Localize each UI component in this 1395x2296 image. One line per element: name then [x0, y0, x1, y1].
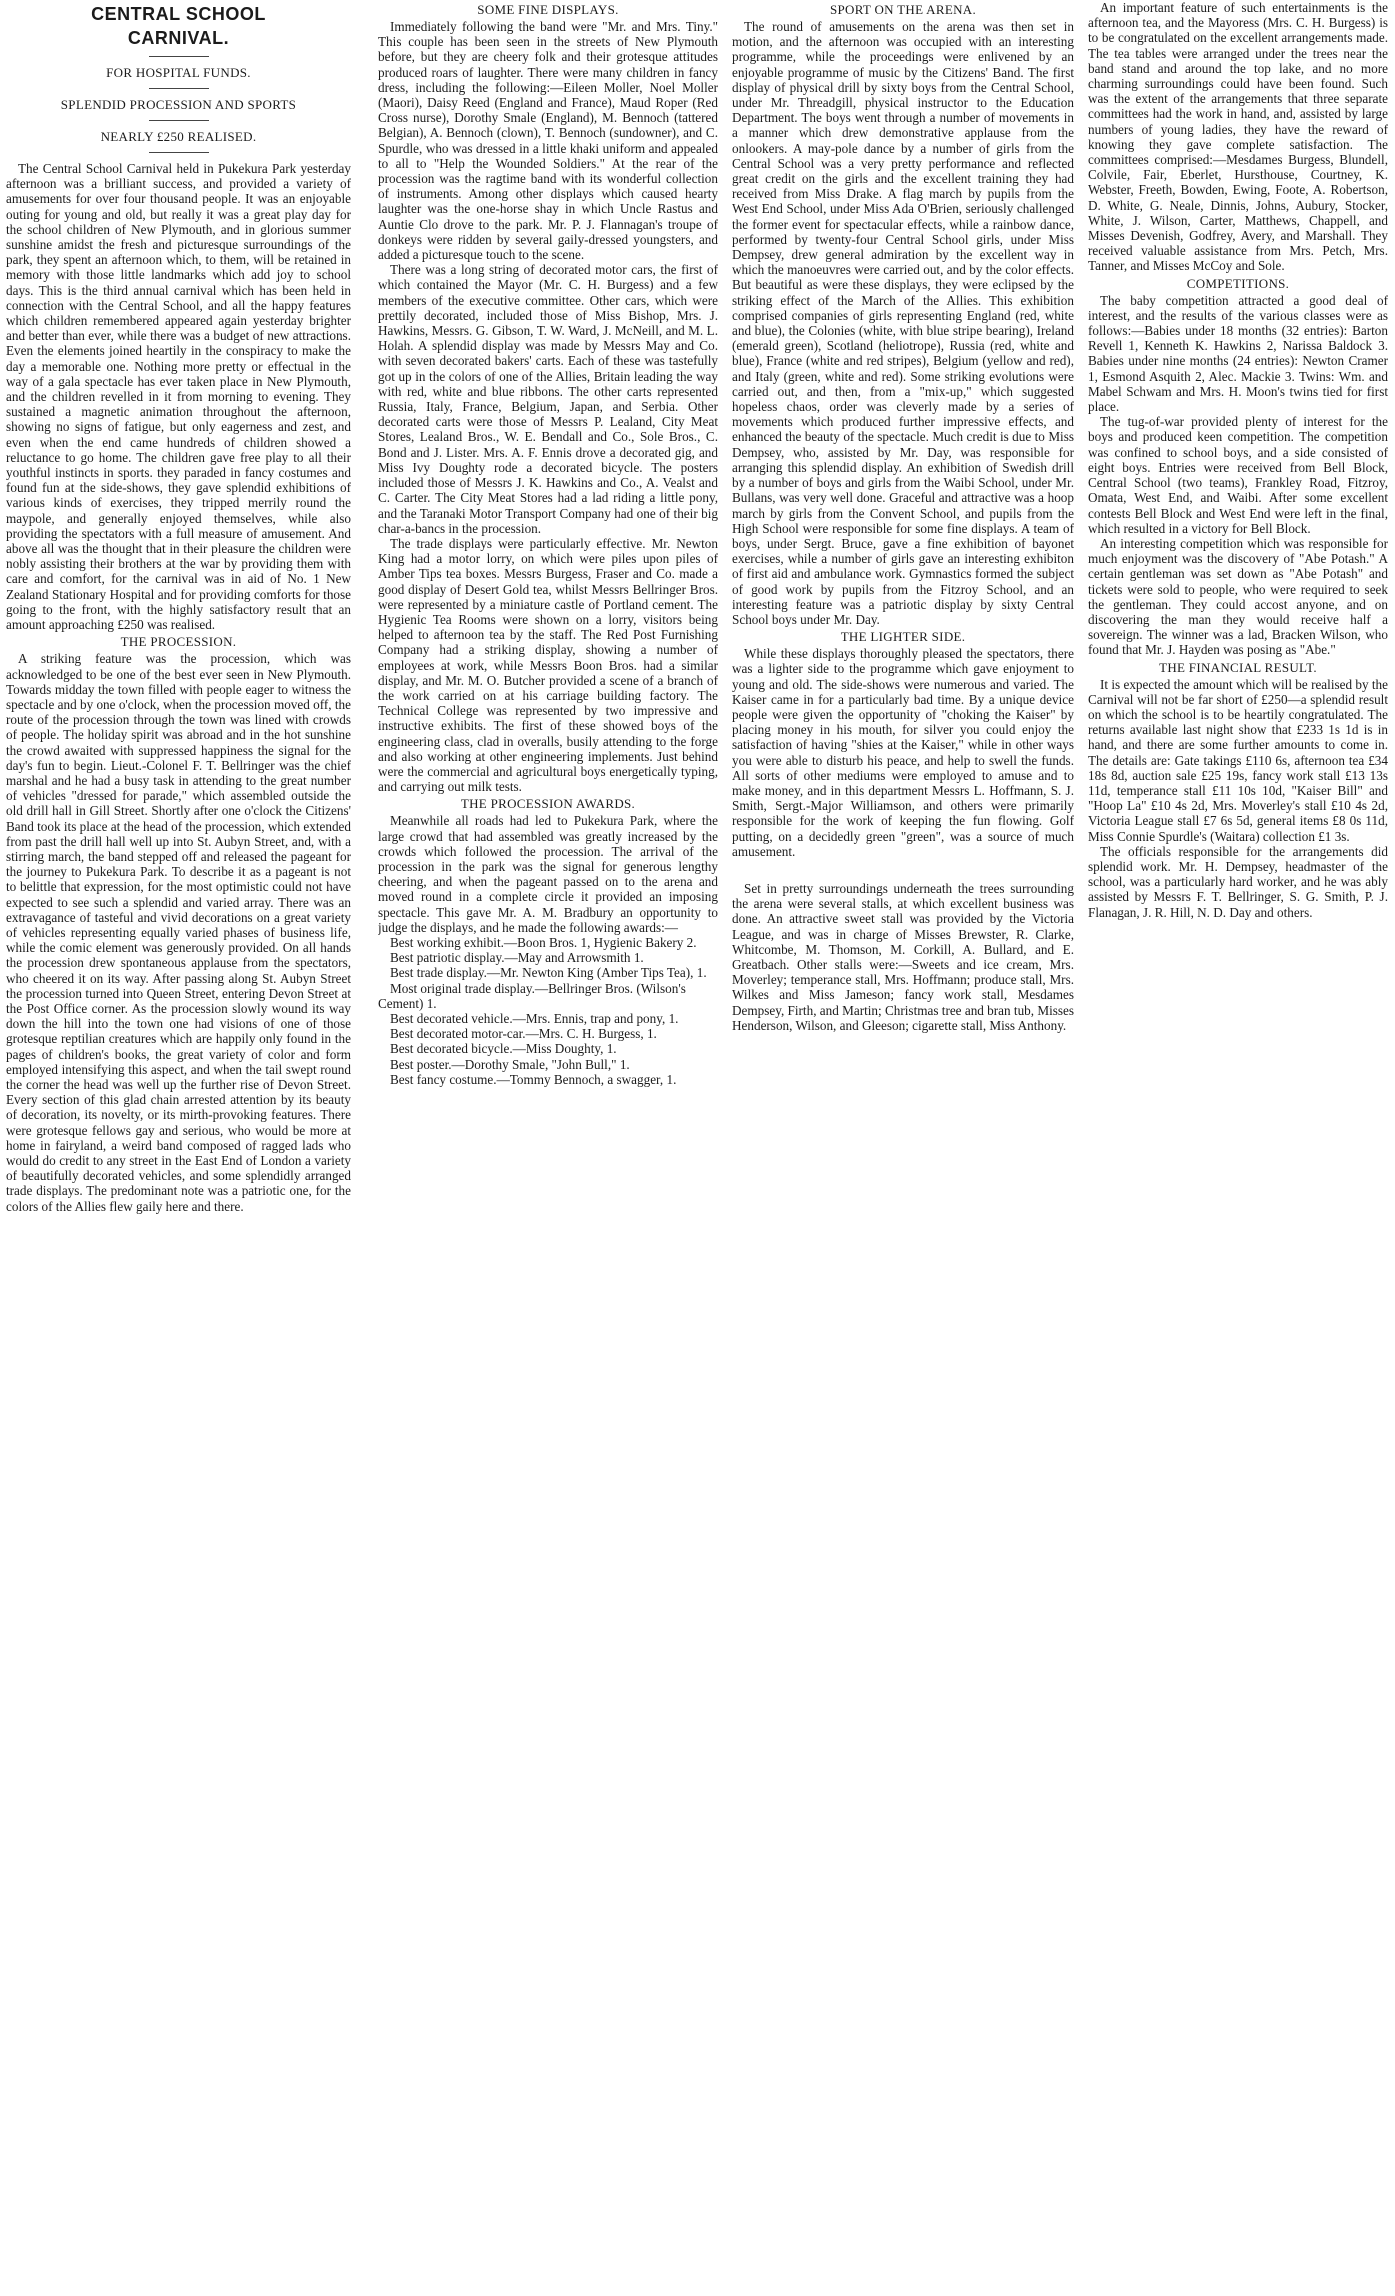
article-paragraph: Set in pretty surroundings underneath the trees surrounding the arena were several stalls, at which excellent business was done. An attractive sweet stall was provided by the Victoria League, and was in charge of Misses Brewster, R. Clarke, Whitcombe, M. Thomson, M. Corkill, A. Bullard, and E. Greatbach. Other stalls were:—Sweets and ice cream, Mrs. Moverley; temperance stall, Mrs. Hoffmann; produce stall, Mrs. Wilkes and Miss Jameson; fancy work stall, Mesdames Dempsey, Firth, and Martin; Christmas tree and bran tub, Misses Henderson, Wilson, and Gleeson; cigarette stall, Miss Anthony.	[732, 880, 1074, 1033]
award-item: Best poster.—Dorothy Smale, "John Bull," 1.	[390, 1056, 630, 1072]
article-paragraph: The tug-of-war provided plenty of interest for the boys and produced keen competition. The competition was confined to school boys, and a side consisted of eight boys. Entries were received from Bell Block, Central School (two teams), Frankley Road, Fitzroy, Omata, West End, and Waibi. After some excellent contests Bell Block and West End were left in the final, which resulted in a victory for Bell Block.	[1088, 414, 1388, 536]
column-4	[1088, 0, 1388, 2296]
article-paragraph: The trade displays were particularly effective. Mr. Newton King had a motor lorry, on which were piles upon piles of Amber Tips tea boxes. Messrs Burgess, Fraser and Co. made a good display of Desert Gold tea, whilst Messrs Bellringer Bros. were represented by a miniature castle of Portland cement. The Hygienic Tea Rooms were shown on a lorry, visitors being helped to afternoon tea by the staff. The Red Post Furnishing Company had a striking display, showing a number of employees at work, while Messrs Boon Bros. had a similar display, and Mr. M. O. Butcher provided a scene of a branch of the work carried on at his carriage building factory. The Technical College was represented by two impressive and instructive exhibits. The first of these showed boys of the engineering class, clad in overalls, busily attending to the forge and also working at other engineering implements. Just behind were the commercial and agricultural boys energetically typing, and carrying out milk tests.	[378, 535, 718, 795]
article-paragraph: Meanwhile all roads had led to Pukekura Park, where the large crowd that had assembled was greatly increased by the crowds which followed the procession. The arrival of the procession in the park was the signal for generous lengthy cheering, and when the pageant passed on to the arena and moved round in a complete circle it provided an imposing spectacle. This gave Mr. A. M. Bradbury an opportunity to judge the displays, and he made the following awards:—	[378, 813, 718, 935]
divider	[149, 88, 209, 89]
section-heading-financial-result: THE FINANCIAL RESULT.	[1159, 659, 1317, 675]
award-item: Best decorated bicycle.—Miss Doughty, 1.	[390, 1041, 617, 1057]
award-item: Best patriotic display.—May and Arrowsmith 1.	[390, 950, 644, 966]
column-3	[732, 0, 1074, 2296]
section-heading-procession: THE PROCESSION.	[120, 634, 237, 650]
subheading-amount-realised: NEARLY £250 REALISED.	[100, 129, 257, 144]
article-paragraph: It is expected the amount which will be realised by the Carnival will not be far short of £250—a splendid result on which the school is to be heartily congratulated. The returns available last night show that £233 1s 1d is in hand, and there are some further amounts to come in. The details are: Gate takings £110 6s, afternoon tea £34 18s 8d, auction sale £25 19s, fancy work stall £13 13s 11d, temperance stall £11 10s 10d, "Kaiser Bill" and "Hoop La" £10 4s 2d, Mrs. Moverley's stall £10 4s 2d, Victoria League stall £7 6s 5d, general items £8 0s 11d, Miss Connie Spurdle's (Waitara) collection £1 3s.	[1088, 676, 1388, 844]
award-item: Best decorated motor-car.—Mrs. C. H. Burgess, 1.	[390, 1026, 657, 1042]
column-2	[378, 0, 718, 2296]
headline-line-1: CENTRAL SCHOOL	[91, 4, 266, 24]
award-item: Best working exhibit.—Boon Bros. 1, Hygienic Bakery 2.	[390, 934, 697, 950]
column-1	[6, 0, 351, 2296]
award-item: Best fancy costume.—Tommy Bennoch, a swagger, 1.	[390, 1071, 677, 1087]
section-heading-sport: SPORT ON THE ARENA.	[829, 2, 976, 17]
article-paragraph: The Central School Carnival held in Pukekura Park yesterday afternoon was a brilliant success, and provided a variety of amusements for over four thousand people. It was an enjoyable outing for young and old, but really it was a great play day for the school children of New Plymouth, and in glorious summer sunshine amidst the fresh and picturesque surroundings of the park, they spent an afternoon which, to them, will be retained in memory with those little landmarks which add joy to school days. This is the third annual carnival which has been held in connection with the Central School, and all the happy features which children remembered appeared again yesterday brighter and better than ever, while there was a budget of new attractions. Even the elements joined heartily in the conspiracy to make the day a memorable one. Nothing more pretty or effectual in the way of a gala spectacle has ever taken place in New Plymouth, and the children revelled in it from morning to evening. They sustained a magnetic animation throughout the afternoon, showing no signs of fatigue, but only eagerness and zest, and even when the end came hundreds of children showed a reluctance to go home. The children gave free play to all their youthful instincts in sports. they paraded in fancy costumes and found fun at the side-shows, they gave splendid exhibitions of various kinds of exercises, they tripped merrily round the maypole, and generally enjoyed themselves, while also providing the spectators with a full measure of amusement. And above all was the thought that in their pleasure the children were nobly assisting their brothers at the war by providing them with care and comfort, for the carnival was in aid of No. 1 New Zealand Stationary Hospital and for providing comforts for those going to the front, with the highly satisfactory result that an amount approaching £250 was realised.	[6, 161, 351, 633]
divider	[149, 120, 209, 121]
article-paragraph: A striking feature was the procession, which was acknowledged to be one of the best ever seen in New Plymouth. Towards midday the town filled with people eager to witness the spectacle and by one o'clock, when the procession moved off, the route of the procession through the town was lined with crowds of people. The holiday spirit was abroad and in the hot sunshine the crowd awaited with suppressed happiness the signal for the day's fun to begin. Lieut.-Colonel F. T. Bellringer was the chief marshal and he had a busy task in attending to the great number of vehicles "dressed for parade," which assembled outside the old drill hall in Gill Street. Shortly after one o'clock the Citizens' Band took its place at the head of the procession, which extended from past the drill hall well up into St. Aubyn Street, and, with a stirring march, the band stepped off and released the pageant for the journey to Pukekura Park. To describe it as a pageant is not to belittle that expression, for the most optimistic could not have expected to see such a splendid and varied array. There was an extravagance of tasteful and vivid decorations on a great variety of vehicles representing equally varied phases of business life, while the comic element was generously provided. On all hands the procession drew spontaneous applause from the spectators, who cheered it on its way. After passing along St. Aubyn Street the procession turned into Queen Street, entering Devon Street at the Post Office corner. As the procession slowly wound its way down the hill into the town one had visions of one of those grotesque reptilian creatures which are happily only found in the pages of children's books, the great variety of color and form employed intensifying this aspect, and when the tail swept round the corner the head was well up the further rise of Devon Street. Every section of this glad chain arrested attention by its beauty of decoration, its novelty, or its mirth-provoking features. There were grotesque fellows gay and serious, who would be more at home in fairyland, a weird band composed of ragged lads who would do credit to any street in the East End of London a variety of beautifully decorated vehicles, and some splendidly arranged trade displays. The predominant note was a patriotic one, for the colors of the Allies flew gaily here and there.	[6, 651, 351, 1214]
article-paragraph: An interesting competition which was responsible for much enjoyment was the discovery of "Abe Potash." A certain gentleman was set down as "Abe Potash" and tickets were sold to people, who were required to seek the gentleman. They could accost anyone, and on discovering the man they would receive half a sovereign. The winner was a lad, Bracken Wilson, who found that Mr. J. Hayden was posing as "Abe."	[1088, 535, 1388, 658]
subheading-hospital-funds: FOR HOSPITAL FUNDS.	[106, 65, 251, 80]
section-heading-awards: THE PROCESSION AWARDS.	[460, 796, 636, 812]
section-heading-competitions: COMPETITIONS.	[1186, 275, 1290, 291]
award-item: Best decorated vehicle.—Mrs. Ennis, trap and pony, 1.	[390, 1011, 679, 1026]
article-paragraph: There was a long string of decorated motor cars, the first of which contained the Mayor (Mr. C. H. Burgess) and a few members of the executive committee. Other cars, which were prettily decorated, included those of Miss Bishop, Mrs. J. Hawkins, Messrs. G. Gibson, T. W. Ward, J. McNeill, and M. L. Holah. A splendid display was made by Messrs May and Co. with seven decorated bakers' carts. Each of these was tastefully got up in the colors of one of the Allies, Britain leading the way with red, white and blue ribbons. The other carts represented Russia, Italy, France, Belgium, Japan, and Serbia. Other decorated carts were those of Messrs P. Lealand, City Meat Stores, Lealand Bros., W. E. Bendall and Co., Sole Bros., C. Bond and J. Lister. Mrs. A. F. Ennis drove a decorated gig, and Miss Ivy Doughty rode a decorated bicycle. The posters included those of Messrs J. K. Hawkins and Co., A. Vealst and C. Carter. The City Meat Stores had a lad riding a little pony, and the Taranaki Motor Transport Company had one of their big char-a-bancs in the procession.	[378, 262, 718, 536]
headline-line-2: CARNIVAL.	[127, 28, 230, 48]
article-paragraph: Immediately following the band were "Mr. and Mrs. Tiny." This couple has been seen in the streets of New Plymouth before, but they are cheery folk and their grotesque attitudes produced roars of laughter. There were many children in fancy dress, including the following:—Eileen Moller, Noel Moller (Maori), Daisy Reed (England and France), Maud Roper (Red Cross nurse), Dorothy Smale (England), M. Bennoch (tattered Belgian), A. Bennoch (clown), T. Bennoch (sundowner), and C. Spurdle, who was dressed in a little khaki uniform and appealed to all to "Help the Wounded Soldiers." At the rear of the procession was the ragtime band with its wonderful collection of instruments. Among other displays which caused hearty laughter was the one-horse shay in which Uncle Rastus and Auntie Clo drove to the park. Mr. P. J. Flannagan's troupe of donkeys were ridden by several gaily-dressed youngsters, and added a picturesque touch to the scene.	[378, 19, 718, 263]
section-heading-displays: SOME FINE DISPLAYS.	[477, 2, 619, 17]
article-paragraph: The officials responsible for the arrangements did splendid work. Mr. H. Dempsey, headmaster of the school, was a particularly hard worker, and he was ably assisted by Messrs F. T. Bellringer, S. G. Smith, P. J. Flanagan, J. R. Hill, N. D. Day and others.	[1088, 843, 1388, 920]
article-paragraph: The baby competition attracted a good deal of interest, and the results of the various classes were as follows:—Babies under 18 months (32 entries): Barton Revell 1, Kenneth K. Hawkins 2, Narissa Baldock 3. Babies under nine months (24 entries): Newton Cramer 1, Esmond Asquith 2, Alec. Mackie 3. Twins: Wm. and Mabel Schwam and Mrs. H. Moon's twins tied for first place.	[1088, 292, 1388, 415]
award-item: Most original trade display.—Bellringer Bros. (Wilson's Cement) 1.	[378, 980, 686, 1011]
subheading-procession-sports: SPLENDID PROCESSION AND SPORTS	[60, 97, 297, 112]
award-item: Best trade display.—Mr. Newton King (Amber Tips Tea), 1.	[390, 965, 707, 981]
article-paragraph: While these displays thoroughly pleased the spectators, there was a lighter side to the programme which gave enjoyment to young and old. The side-shows were numerous and varied. The Kaiser came in for a particularly bad time. By a unique device people were given the opportunity of "choking the Kaiser" by placing money in his mouth, for silver you could enjoy the satisfaction of having "shies at the Kaiser," while in other ways you were able to disturb his peace, and help to swell the funds. All sorts of other mediums were employed to amuse and to make money, and in this department Messrs L. Hoffmann, S. J. Smith, Sergt.-Major Williamson, and others were primarily responsible for the work of keeping the fun flowing. Golf putting, on a decidedly green "green", was a source of much amusement.	[732, 646, 1074, 859]
divider	[149, 56, 209, 57]
article-paragraph: An important feature of such entertainments is the afternoon tea, and the Mayoress (Mrs. C. H. Burgess) is to be congratulated on the excellent arrangements made. The tea tables were arranged under the trees near the band stand and around the top lake, and no more charming surroundings could have been found. Such was the extent of the arrangements that three separate committees had the work in hand, and, assisted by large numbers of young ladies, they have the reward of knowing they gave complete satisfaction. The committees comprised:—Mesdames Burgess, Blundell, Colvile, Fair, Eberlet, Hursthouse, Courtney, K. Webster, Freeth, Bowden, Ewing, Foote, A. Robertson, D. White, G. Neale, Dinnis, Johns, Aubury, Stocker, White, J. Wilson, Carter, Matthews, Chappell, and Misses Devenish, Godfrey, Avery, and Marshall. They received valuable assistance from Mrs. Petch, Mrs. Tanner, and Misses McCoy and Sole.	[1088, 0, 1388, 274]
section-heading-lighter-side: THE LIGHTER SIDE.	[840, 629, 966, 645]
divider	[149, 152, 209, 153]
article-paragraph: The round of amusements on the arena was then set in motion, and the afternoon was occupied with an interesting programme, while the proceedings were enlivened by an enjoyable programme of music by the Citizens' Band. The first display of physical drill by sixty boys from the Central School, under Mr. Threadgill, physical instructor to the Education Department. The boys went through a number of movements in a manner which drew demonstrative applause from the onlookers. A may-pole dance by a number of girls from the Central School was a very pretty performance and reflected great credit on the girls and the excellent training they had received from Miss Drake. A flag march by pupils from the West End School, under Miss Ada O'Brien, seriously challenged the former event for spectacular effects, while a rainbow dance, performed by twenty-four Central School girls, under Miss Dempsey, drew general admiration by the excellent way in which the manoeuvres were carried out, and by the color effects. But beautiful as were these displays, they were eclipsed by the striking effect of the March of the Allies. This exhibition comprised companies of girls representing England (red, white and blue), the Colonies (white, with blue stripe bearing), Ireland (emerald green), Scotland (heliotrope), Russia (red, white and blue), France (white and red stripes), Belgium (yellow and red), and Italy (green, white and red). Some striking evolutions were carried out, and then, from a "mix-up," which suggested hopeless chaos, order was cleverly made by a series of movements which produced further impressive effects, and enhanced the beauty of the spectacle. Much credit is due to Miss Dempsey, who, assisted by Mr. Day, was responsible for arranging this splendid display. An exhibition of Swedish drill by a number of boys and girls from the Waibi School, under Mr. Bullans, was very well done. Graceful and attractive was a hoop march by girls from the Convent School, and pupils from the High School were responsible for some fine displays. A team of boys, under Sergt. Bruce, gave a fine exhibition of bayonet exercises, while a number of girls gave an interesting exhibiton of first aid and ambulance work. Gymnastics formed the subject of good work by pupils from the Fitzroy School, and an interesting feature was a patriotic display by sixty Central School boys under Mr. Day.	[732, 19, 1074, 627]
